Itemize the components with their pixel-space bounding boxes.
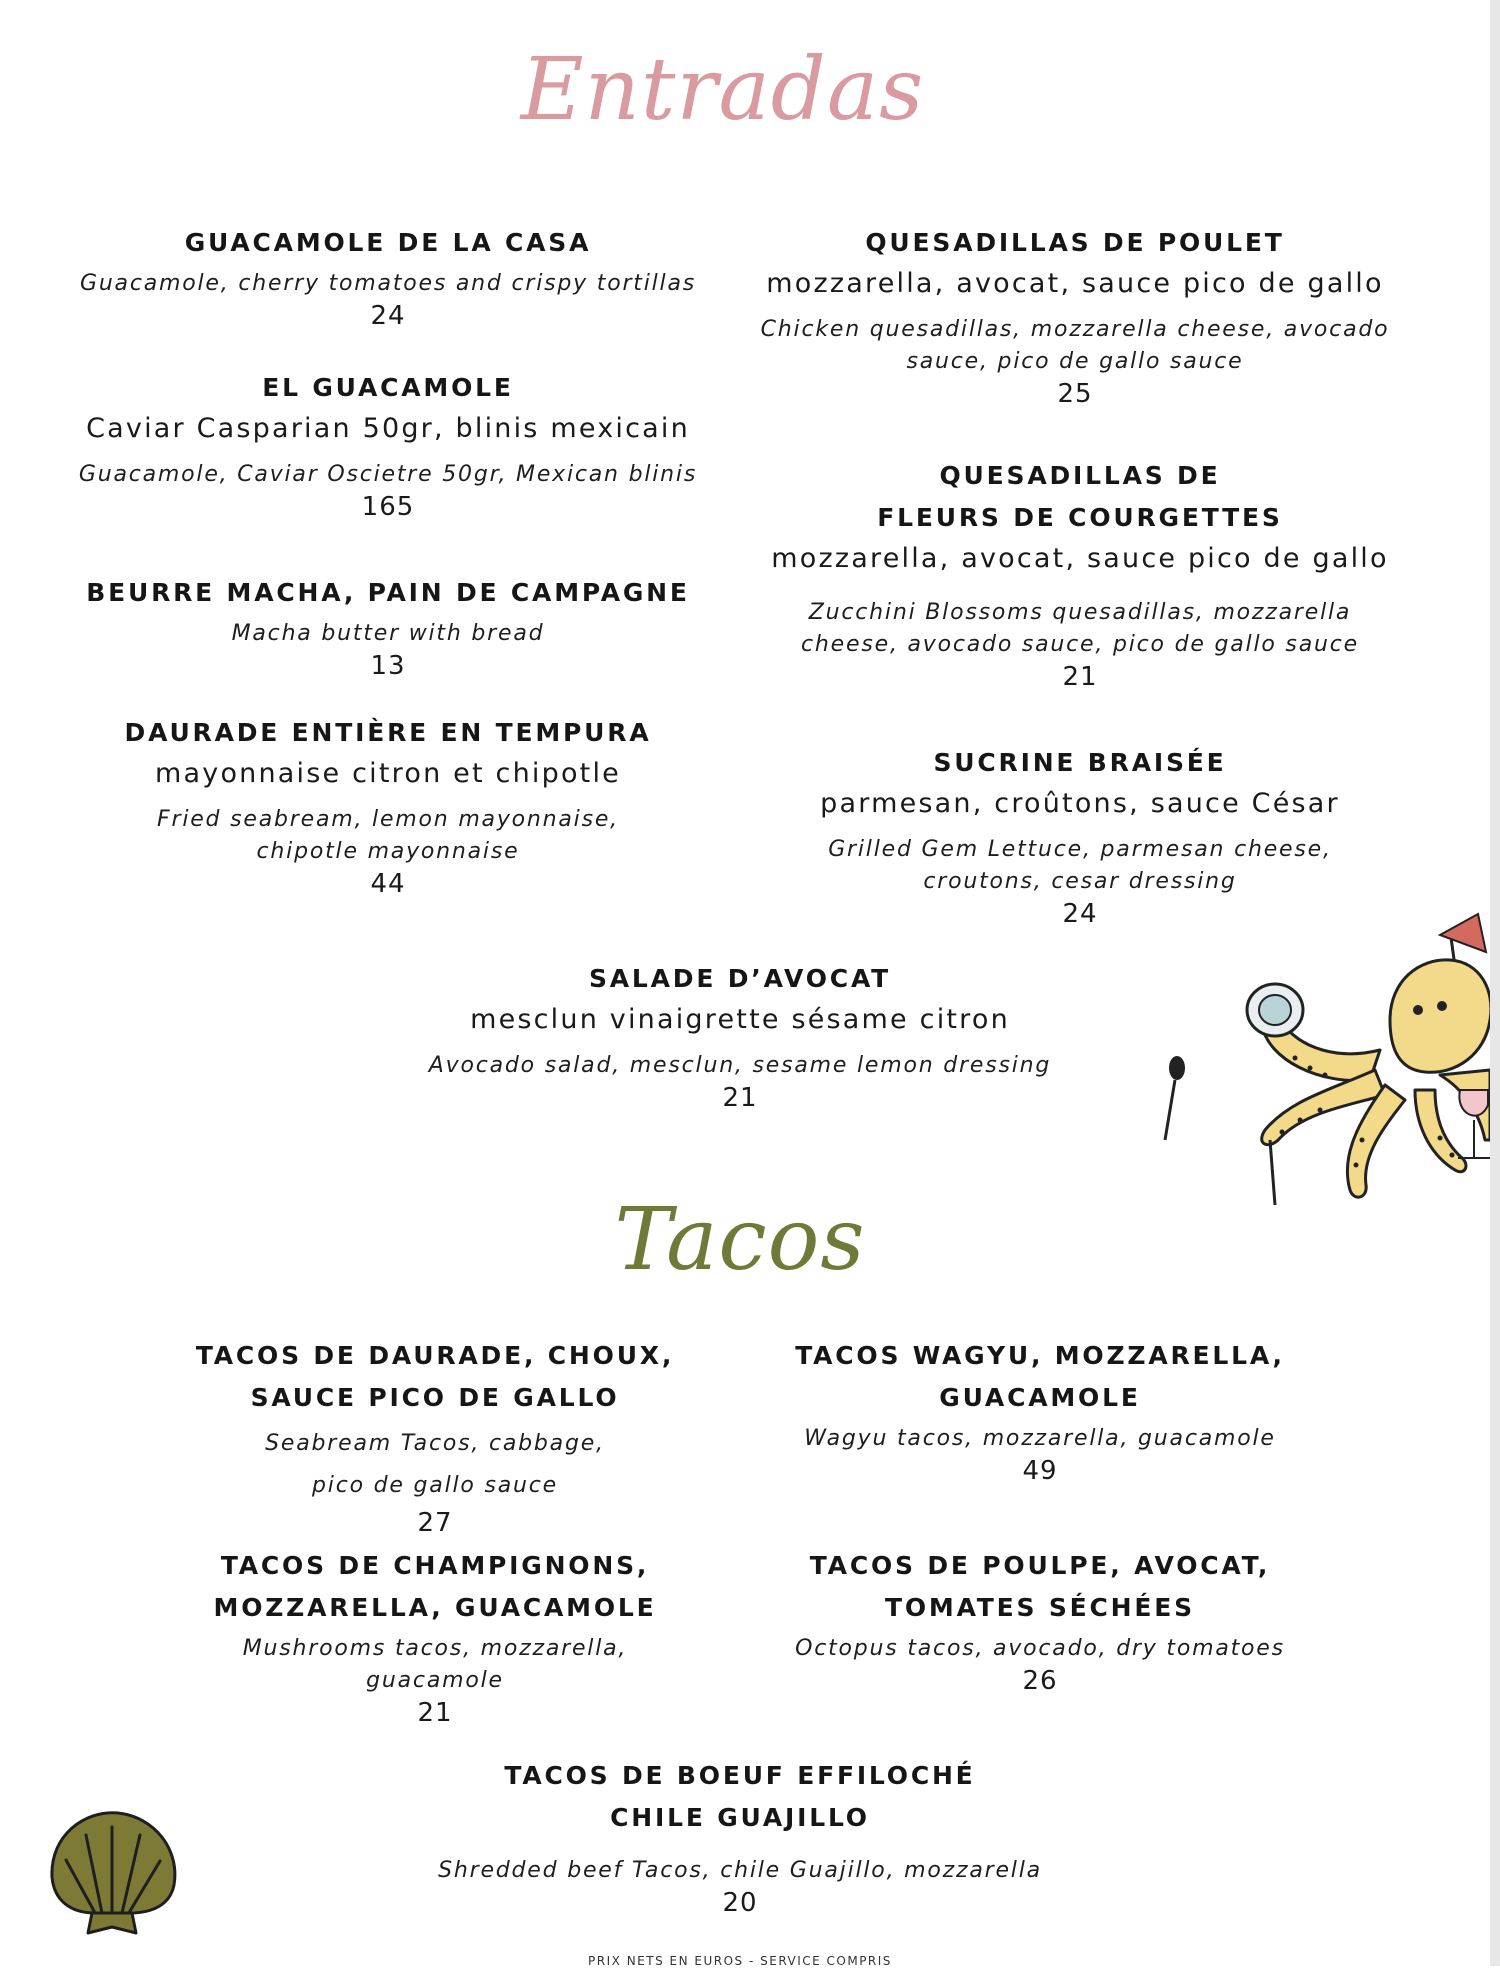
menu-item-quesadillas-de-poulet bbox=[755, 222, 1395, 410]
item-french-description: mozzarella, avocat, sauce pico de gallo bbox=[766, 268, 1384, 299]
item-english-description-line: Fried seabream, lemon mayonnaise, bbox=[157, 807, 619, 832]
item-name: SUCRINE BRAISÉE bbox=[933, 748, 1227, 777]
item-english-description-line: chipotle mayonnaise bbox=[256, 839, 520, 864]
menu-item-beurre-macha bbox=[78, 572, 698, 682]
item-name-line: GUACAMOLE bbox=[939, 1383, 1141, 1412]
item-french-description: mayonnaise citron et chipotle bbox=[155, 758, 621, 789]
menu-item-tacos-wagyu bbox=[740, 1335, 1340, 1487]
section-title-tacos: Tacos bbox=[614, 1190, 866, 1290]
menu-item-el-guacamole bbox=[78, 367, 698, 523]
item-price: 27 bbox=[417, 1508, 453, 1538]
menu-item-tacos-de-poulpe bbox=[740, 1545, 1340, 1697]
item-english-description-line: Mushrooms tacos, mozzarella, bbox=[242, 1636, 628, 1661]
item-name: SALADE D’AVOCAT bbox=[588, 964, 892, 993]
octopus-icon bbox=[1150, 900, 1490, 1220]
item-english-description: Shredded beef Tacos, chile Guajillo, mozzarella bbox=[438, 1858, 1042, 1883]
item-name-line: TACOS DE CHAMPIGNONS, bbox=[220, 1551, 650, 1580]
menu-item-quesadillas-fleurs-de-courgettes bbox=[760, 455, 1400, 693]
item-price: 26 bbox=[1022, 1666, 1058, 1696]
item-price: 21 bbox=[1062, 662, 1098, 692]
menu-item-salade-davocat bbox=[390, 958, 1090, 1114]
item-name: EL GUACAMOLE bbox=[262, 373, 514, 402]
item-french-description: Caviar Casparian 50gr, blinis mexicain bbox=[86, 413, 690, 444]
item-english-description: Octopus tacos, avocado, dry tomatoes bbox=[795, 1636, 1285, 1661]
item-english-description-line: Grilled Gem Lettuce, parmesan cheese, bbox=[828, 837, 1332, 862]
item-price: 44 bbox=[370, 869, 406, 899]
menu-item-guacamole-de-la-casa bbox=[78, 222, 698, 332]
item-french-description: parmesan, croûtons, sauce César bbox=[820, 788, 1340, 819]
scallop-shell-icon bbox=[40, 1805, 185, 1940]
item-english-description: Wagyu tacos, mozzarella, guacamole bbox=[804, 1426, 1276, 1451]
item-name-line: QUESADILLAS DE bbox=[939, 461, 1221, 490]
item-english-description-line: sauce, pico de gallo sauce bbox=[906, 349, 1244, 374]
item-name-line: TACOS WAGYU, MOZZARELLA, bbox=[795, 1341, 1285, 1370]
item-english-description-line: Chicken quesadillas, mozzarella cheese, avocado bbox=[760, 317, 1390, 342]
item-name: GUACAMOLE DE LA CASA bbox=[184, 228, 592, 257]
item-english-description-line: guacamole bbox=[366, 1668, 504, 1693]
item-price: 13 bbox=[370, 651, 406, 681]
item-english-description-line: croutons, cesar dressing bbox=[923, 869, 1237, 894]
item-price: 24 bbox=[1062, 899, 1098, 929]
item-name-line: MOZZARELLA, GUACAMOLE bbox=[213, 1593, 657, 1622]
item-english-description: Macha butter with bread bbox=[231, 621, 545, 646]
item-price: 49 bbox=[1022, 1456, 1058, 1486]
item-name-line: TACOS DE POULPE, AVOCAT, bbox=[809, 1551, 1271, 1580]
item-english-description-line: cheese, avocado sauce, pico de gallo sauce bbox=[801, 632, 1359, 657]
item-name-line: SAUCE PICO DE GALLO bbox=[250, 1383, 620, 1412]
item-price: 165 bbox=[361, 492, 415, 522]
item-english-description-line: pico de gallo sauce bbox=[312, 1473, 558, 1498]
item-french-description: mozzarella, avocat, sauce pico de gallo bbox=[771, 543, 1389, 574]
item-price: 24 bbox=[370, 301, 406, 331]
menu-item-daurade-entiere bbox=[78, 712, 698, 900]
item-english-description: Avocado salad, mesclun, sesame lemon dressing bbox=[428, 1053, 1052, 1078]
item-price: 25 bbox=[1057, 379, 1093, 409]
menu-item-tacos-de-champignons bbox=[130, 1545, 740, 1729]
page-edge bbox=[1490, 0, 1500, 1966]
menu-item-tacos-de-daurade bbox=[130, 1335, 740, 1539]
item-english-description-line: Zucchini Blossoms quesadillas, mozzarella bbox=[808, 600, 1352, 625]
item-price: 21 bbox=[722, 1083, 758, 1113]
item-english-description: Guacamole, cherry tomatoes and crispy tortillas bbox=[79, 271, 697, 296]
item-name-line: TACOS DE DAURADE, CHOUX, bbox=[195, 1341, 675, 1370]
section-title-entradas: Entradas bbox=[520, 40, 925, 140]
item-name: QUESADILLAS DE POULET bbox=[865, 228, 1285, 257]
item-name: BEURRE MACHA, PAIN DE CAMPAGNE bbox=[86, 578, 690, 607]
menu-item-tacos-de-boeuf bbox=[390, 1755, 1090, 1919]
item-price: 21 bbox=[417, 1698, 453, 1728]
item-english-description: Guacamole, Caviar Oscietre 50gr, Mexican blinis bbox=[78, 462, 698, 487]
item-english-description-line: Seabream Tacos, cabbage, bbox=[265, 1431, 605, 1456]
item-name: DAURADE ENTIÈRE EN TEMPURA bbox=[124, 718, 652, 747]
item-name-line: TOMATES SÉCHÉES bbox=[885, 1593, 1195, 1622]
footer-note: PRIX NETS EN EUROS - SERVICE COMPRIS bbox=[588, 1954, 892, 1968]
item-name-line: FLEURS DE COURGETTES bbox=[877, 503, 1283, 532]
item-french-description: mesclun vinaigrette sésame citron bbox=[470, 1004, 1010, 1035]
item-name-line: TACOS DE BOEUF EFFILOCHÉ bbox=[504, 1761, 976, 1790]
item-name-line: CHILE GUAJILLO bbox=[610, 1803, 870, 1832]
item-price: 20 bbox=[722, 1888, 758, 1918]
